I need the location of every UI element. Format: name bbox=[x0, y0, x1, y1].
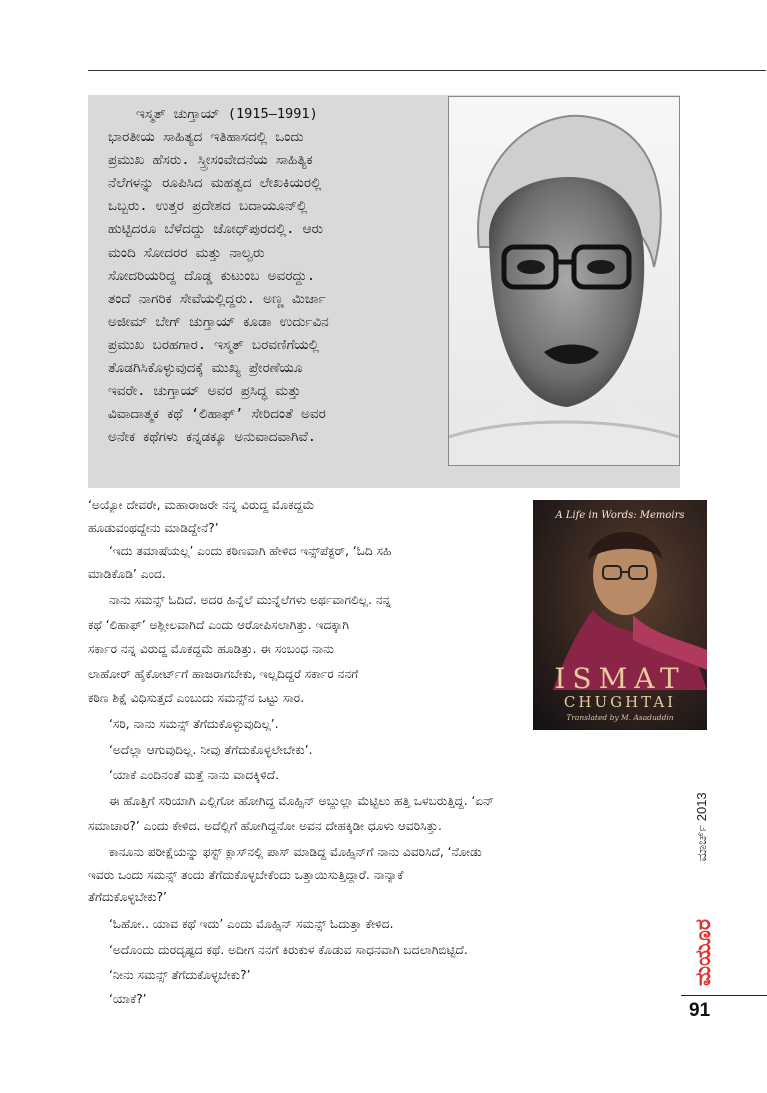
author-portrait-photo bbox=[448, 96, 680, 466]
body-line: ಹೂಡುವಂಥದ್ದೇನು ಮಾಡಿದ್ದೇನೆ?’ bbox=[88, 521, 219, 535]
bio-line: ಅಜೀಮ್ ಬೇಗ್ ಚುಗ್ತಾಯ್ ಕೂಡಾ ಉರ್ದುವಿನ bbox=[108, 313, 329, 330]
bio-line: ತೊಡಗಿಸಿಕೊಳ್ಳುವುದಕ್ಕೆ ಮುಖ್ಯ ಪ್ರೇರಣೆಯೂ bbox=[108, 360, 303, 377]
body-line: ‘ನೀನು ಸಮನ್ಸ್ ತೆಗೆದುಕೊಳ್ಳಬೇಕು?’ bbox=[109, 968, 251, 982]
bio-line: ನೆಲೆಗಳನ್ನು ರೂಪಿಸಿದ ಮಹತ್ವದ ಲೇಖಕಿಯರಲ್ಲಿ bbox=[108, 175, 322, 192]
issue-date bbox=[692, 792, 712, 862]
body-line: ‘ಅಯ್ಯೋ ದೇವರೇ, ಮಹಾರಾಜರೇ ನನ್ನ ವಿರುದ್ಧ ಮೊಕದ್ದಮೆ bbox=[88, 498, 315, 512]
body-line: ‘ಅದೆಲ್ಲಾ ಆಗುವುದಿಲ್ಲ. ನೀವು ತೆಗೆದುಕೊಳ್ಳಲೇಬೇಕು’. bbox=[109, 743, 313, 757]
bio-line: ಪ್ರಮುಖ ಬರಹಗಾರ. ಇಸ್ಮತ್ ಬರವಣಿಗೆಯಲ್ಲಿ bbox=[108, 336, 319, 353]
body-line: ಕಥೆ ‘ಲಿಹಾಫ್’ ಅಶ್ಲೀಲವಾಗಿದೆ ಎಂದು ಆರೋಪಿಸಲಾಗಿತ್ತು. ಇದಕ್ಕಾಗಿ bbox=[88, 618, 349, 632]
bio-text bbox=[108, 103, 446, 449]
body-line: ‘ಸರಿ, ನಾನು ಸಮನ್ಸ್ ತೆಗೆದುಕೊಳ್ಳುವುದಿಲ್ಲ’. bbox=[109, 717, 279, 731]
bio-line: ವಿವಾದಾತ್ಮಕ ಕಥೆ ‘ಲಿಹಾಫ್’ ಸೇರಿದಂತೆ ಅವರ bbox=[108, 406, 326, 423]
bio-line: ಇವರೇ. ಚುಗ್ತಾಯ್ ಅವರ ಪ್ರಸಿದ್ಧ ಮತ್ತು bbox=[108, 383, 301, 400]
issue-date-text: ಮಾರ್ಚ್ 2013 bbox=[694, 792, 709, 862]
body-line: ಇವರು ಒಂದು ಸಮನ್ಸ್ ತಂದು ತೆಗೆದುಕೊಳ್ಳಬೇಕೆಂದು ಒತ್ತಾಯಿಸುತ್ತಿದ್ದಾರೆ. ನಾನ್ಯಾಕೆ bbox=[88, 868, 404, 882]
body-line: ತೆಗೆದುಕೊಳ್ಳಬೇಕು?’ bbox=[88, 890, 167, 904]
body-line: ‘ಅದೊಂದು ದುರದೃಷ್ಟದ ಕಥೆ. ಅದೀಗ ನನಗೆ ಕಿರುಕುಳ ಕೊಡುವ ಸಾಧನವಾಗಿ ಬದಲಾಗಿಬಿಟ್ಟಿದೆ. bbox=[109, 943, 468, 957]
page-number-rule bbox=[681, 995, 767, 996]
bio-line: ಹುಟ್ಟಿದರೂ ಬೆಳೆದದ್ದು ಜೋಧ್‌ಪುರದಲ್ಲಿ. ಆರು bbox=[108, 221, 324, 238]
body-line: ‘ಓಹೋ.. ಯಾವ ಕಥೆ ಇದು’ ಎಂದು ಮೊಹ್ಸಿನ್ ಸಮನ್ಸ್ ಓದುತ್ತಾ ಕೇಳಿದ. bbox=[109, 917, 394, 931]
bio-line: ಪ್ರಮುಖ ಹೆಸರು. ಸ್ತ್ರೀಸಂವೇದನೆಯ ಸಾಹಿತ್ಯಿಕ bbox=[108, 152, 313, 169]
bio-line: ತಂದೆ ನಾಗರಿಕ ಸೇವೆಯಲ್ಲಿದ್ದರು. ಅಣ್ಣ ಮಿರ್ಜಾ bbox=[108, 290, 326, 307]
body-line: ಸರ್ಕಾರ ನನ್ನ ವಿರುದ್ಧ ಮೊಕದ್ದಮೆ ಹೂಡಿತ್ತು. ಈ ಸಂಬಂಧ ನಾನು bbox=[88, 642, 334, 656]
body-line: ಸಮಾಚಾರ?’ ಎಂದು ಕೇಳಿದ. ಅದೆಲ್ಲಿಗೆ ಹೋಗಿದ್ದನೋ ಅವನ ದೇಹಕ್ಕಿಡೀ ಧೂಳು ಆವರಿಸಿತ್ತು. bbox=[88, 819, 442, 833]
book-title-line2: CHUGHTAI bbox=[563, 693, 677, 711]
body-line: ಈ ಹೊತ್ತಿಗೆ ಸರಿಯಾಗಿ ಎಲ್ಲಿಗೋ ಹೋಗಿದ್ದ ಮೊಹ್ಸಿನ್ ಅಬ್ದುಲ್ಲಾ ಮೆಟ್ಟಿಲು ಹತ್ತಿ ಒಳಬರುತ್ತಿದ್ದ. ‘ಏನ್ bbox=[109, 794, 494, 808]
magazine-logo bbox=[689, 860, 715, 990]
bio-line: ಇಸ್ಮತ್ ಚುಗ್ತಾಯ್ (1915–1991) bbox=[136, 106, 318, 122]
book-credit: Translated by M. Asaduddin bbox=[566, 713, 674, 722]
bio-line: ಭಾರತೀಯ ಸಾಹಿತ್ಯದ ಇತಿಹಾಸದಲ್ಲಿ ಒಂದು bbox=[108, 129, 304, 146]
body-line: ‘ಇದು ತಮಾಷೆಯಲ್ಲ’ ಎಂದು ಕಠಿಣವಾಗಿ ಹೇಳಿದ ಇನ್ಸ್‌ಪೆಕ್ಟರ್, ‘ಓದಿ ಸಹಿ bbox=[109, 544, 392, 558]
book-subtitle: A Life in Words: Memoirs bbox=[555, 510, 685, 521]
body-line: ನಾನು ಸಮನ್ಸ್ ಓದಿದೆ. ಅದರ ಹಿನ್ನೆಲೆ ಮುನ್ನೆಲೆಗಳು ಅರ್ಥವಾಗಲಿಲ್ಲ. ನನ್ನ bbox=[109, 593, 392, 607]
magazine-logo-text: ಮಯೂರ bbox=[691, 919, 715, 986]
bio-line: ಒಬ್ಬರು. ಉತ್ತರ ಪ್ರದೇಶದ ಬದಾಯೂನ್‌ಲ್ಲಿ bbox=[108, 198, 308, 215]
bio-line: ಅನೇಕ ಕಥೆಗಳು ಕನ್ನಡಕ್ಕೂ ಅನುವಾದವಾಗಿವೆ. bbox=[108, 429, 316, 446]
body-line: ಲಾಹೋರ್ ಹೈಕೋರ್ಟ್‌ಗೆ ಹಾಜರಾಗಬೇಕು, ಇಲ್ಲದಿದ್ದರೆ ಸರ್ಕಾರ ನನಗೆ bbox=[88, 667, 359, 681]
book-cover-image bbox=[533, 500, 707, 730]
bio-line: ಮಂದಿ ಸೋದರರ ಮತ್ತು ನಾಲ್ವರು bbox=[108, 244, 265, 261]
body-line: ಕಾನೂನು ಪರೀಕ್ಷೆಯನ್ನು ಫಸ್ಟ್ ಕ್ಲಾಸ್‌ನಲ್ಲಿ ಪಾಸ್ ಮಾಡಿದ್ದ ಮೊಹ್ಸಿನ್‌ಗೆ ನಾನು ವಿವರಿಸಿದೆ, ‘ನೋಡು bbox=[109, 845, 482, 859]
body-line: ಕಠಿಣ ಶಿಕ್ಷೆ ವಿಧಿಸುತ್ತದೆ ಎಂಬುದು ಸಮನ್ಸ್‌ನ ಒಟ್ಟು ಸಾರ. bbox=[88, 691, 305, 705]
book-title-line1: ISMAT bbox=[554, 662, 686, 695]
body-line: ‘ಯಾಕೆ ಎಂದಿನಂತೆ ಮತ್ತೆ ನಾನು ವಾದಕ್ಕಿಳಿದೆ. bbox=[109, 768, 279, 782]
bio-line: ಸೋದರಿಯರಿದ್ದ ದೊಡ್ಡ ಕುಟುಂಬ ಅವರದ್ದು. bbox=[108, 267, 316, 284]
body-line: ಮಾಡಿಕೊಡಿ’ ಎಂದ. bbox=[88, 567, 166, 581]
page-number: 91 bbox=[689, 1000, 711, 1021]
body-line: ‘ಯಾಕೆ?’ bbox=[109, 992, 147, 1006]
top-rule bbox=[88, 70, 766, 71]
